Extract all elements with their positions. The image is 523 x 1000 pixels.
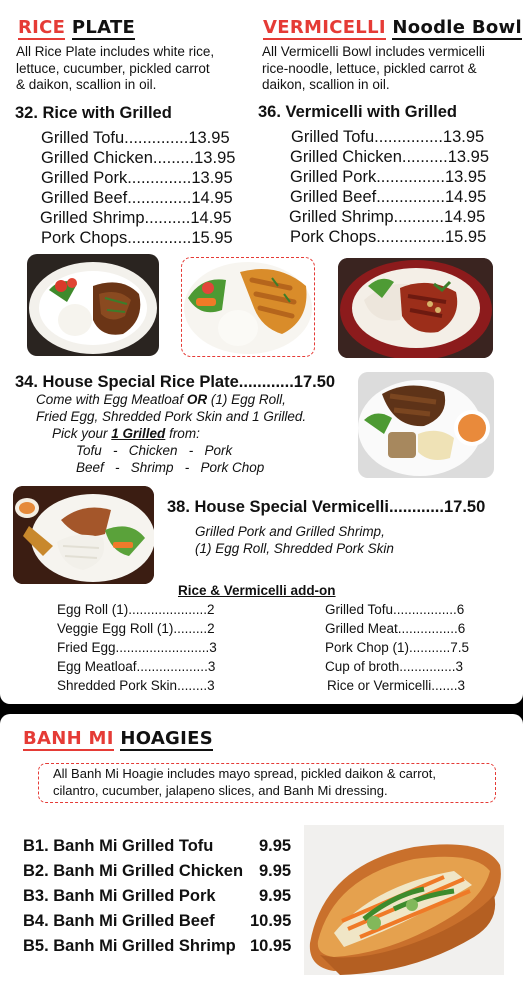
banh-mi-item-price: 9.95 bbox=[259, 887, 292, 905]
banh-mi-item-name[interactable]: B2. Banh Mi Grilled Chicken bbox=[23, 862, 244, 880]
banh-mi-item-name[interactable]: B5. Banh Mi Grilled Shrimp bbox=[23, 937, 236, 955]
special-34-text: Pick your bbox=[52, 426, 112, 441]
rice-item[interactable]: Grilled Pork..............13.95 bbox=[41, 169, 233, 187]
house-special-rice-photo bbox=[358, 372, 494, 478]
rice-plate-title-black: PLATE bbox=[71, 17, 136, 38]
vermicelli-item[interactable]: Grilled Beef...............14.95 bbox=[290, 188, 487, 206]
grilled-options-row: Beef - Shrimp - Pork Chop bbox=[76, 460, 265, 475]
addon-item[interactable]: Cup of broth...............3 bbox=[325, 659, 464, 674]
house-special-vermicelli-title[interactable]: 38. House Special Vermicelli............17.50 bbox=[167, 498, 486, 516]
special-34-text: (1) Egg Roll, bbox=[207, 392, 286, 407]
special-34-line: Fried Egg, Shredded Pork Skin and 1 Grilled. bbox=[36, 409, 307, 424]
banh-mi-item-price: 10.95 bbox=[250, 912, 292, 930]
special-38-line: Grilled Pork and Grilled Shrimp, bbox=[195, 524, 385, 539]
addon-item[interactable]: Pork Chop (1)...........7.5 bbox=[325, 640, 470, 655]
chicken-rice-photo bbox=[181, 257, 315, 357]
vermicelli-item[interactable]: Grilled Pork...............13.95 bbox=[290, 168, 487, 186]
special-38-line: (1) Egg Roll, Shredded Pork Skin bbox=[195, 541, 394, 556]
banh-mi-photo bbox=[304, 825, 504, 975]
banh-mi-item-price: 9.95 bbox=[259, 862, 292, 880]
banh-mi-item-name[interactable]: B3. Banh Mi Grilled Pork bbox=[23, 887, 216, 905]
house-special-vermicelli-photo bbox=[13, 486, 154, 584]
house-special-rice-plate-title[interactable]: 34. House Special Rice Plate............17.50 bbox=[15, 373, 336, 391]
vermicelli-item[interactable]: Grilled Shrimp...........14.95 bbox=[289, 208, 486, 226]
vermicelli-item[interactable]: Grilled Tofu...............13.95 bbox=[291, 128, 485, 146]
addon-item[interactable]: Shredded Pork Skin........3 bbox=[57, 678, 215, 693]
description-line: cilantro, cucumber, jalapeno slices, and Banh Mi dressing. bbox=[53, 782, 388, 798]
banh-mi-title-black: HOAGIES bbox=[120, 728, 213, 749]
banh-mi-description bbox=[53, 766, 493, 799]
special-34-pick-bold: 1 Grilled bbox=[111, 426, 166, 441]
vermicelli-bowl-photo bbox=[338, 258, 493, 358]
description-line: daikon, scallion in oil. bbox=[262, 77, 390, 92]
rice-plate-photo bbox=[27, 254, 159, 356]
addon-item[interactable]: Grilled Meat................6 bbox=[325, 621, 466, 636]
rice-item[interactable]: Grilled Shrimp..........14.95 bbox=[40, 209, 232, 227]
vermicelli-description bbox=[262, 44, 512, 94]
vermicelli-item[interactable]: Grilled Chicken..........13.95 bbox=[290, 148, 490, 166]
vermicelli-with-grilled-heading: 36. Vermicelli with Grilled bbox=[258, 103, 457, 121]
rice-item[interactable]: Grilled Beef..............14.95 bbox=[41, 189, 233, 207]
description-line: lettuce, cucumber, pickled carrot bbox=[16, 60, 210, 76]
vermicelli-title-red: VERMICELLI bbox=[263, 17, 386, 38]
banh-mi-panel bbox=[0, 714, 523, 1000]
addon-item[interactable]: Veggie Egg Roll (1).........2 bbox=[57, 621, 215, 636]
special-34-line bbox=[36, 392, 286, 408]
banh-mi-item-price: 9.95 bbox=[259, 837, 292, 855]
vermicelli-item[interactable]: Pork Chops...............15.95 bbox=[290, 228, 487, 246]
rice-item[interactable]: Grilled Tofu..............13.95 bbox=[41, 129, 230, 147]
addon-item[interactable]: Egg Roll (1).....................2 bbox=[57, 602, 215, 617]
banh-mi-title bbox=[23, 728, 213, 749]
rice-plate-title-red: RICE bbox=[18, 17, 66, 38]
banh-mi-title-red: BANH MI bbox=[23, 728, 114, 749]
rice-with-grilled-heading: 32. Rice with Grilled bbox=[15, 104, 172, 122]
rice-item[interactable]: Grilled Chicken.........13.95 bbox=[41, 149, 236, 167]
special-34-text: from: bbox=[165, 426, 200, 441]
description-line: All Banh Mi Hoagie includes mayo spread, pickled daikon & carrot, bbox=[53, 766, 436, 781]
grilled-options-row: Tofu - Chicken - Pork bbox=[76, 443, 233, 458]
special-34-pick bbox=[52, 426, 200, 442]
banh-mi-item-price: 10.95 bbox=[250, 937, 292, 955]
special-34-or: OR bbox=[186, 392, 208, 407]
banh-mi-item-name[interactable]: B4. Banh Mi Grilled Beef bbox=[23, 912, 215, 930]
addon-item[interactable]: Grilled Tofu.................6 bbox=[325, 602, 465, 617]
addon-item[interactable]: Fried Egg.........................3 bbox=[57, 640, 217, 655]
vermicelli-title-black: Noodle Bowl bbox=[392, 17, 522, 38]
banh-mi-item-name[interactable]: B1. Banh Mi Grilled Tofu bbox=[23, 837, 214, 855]
rice-plate-description bbox=[16, 44, 246, 94]
vermicelli-title bbox=[263, 17, 522, 38]
rice-plate-title bbox=[18, 17, 135, 38]
special-34-text: Come with Egg Meatloaf bbox=[36, 392, 187, 407]
description-line: & daikon, scallion in oil. bbox=[16, 77, 157, 92]
addon-title: Rice & Vermicelli add-on bbox=[178, 583, 336, 598]
description-line: rice-noodle, lettuce, pickled carrot & bbox=[262, 60, 477, 76]
addon-item[interactable]: Rice or Vermicelli.......3 bbox=[327, 678, 466, 693]
addon-item[interactable]: Egg Meatloaf...................3 bbox=[57, 659, 216, 674]
rice-item[interactable]: Pork Chops..............15.95 bbox=[41, 229, 233, 247]
description-line: All Rice Plate includes white rice, bbox=[16, 44, 215, 59]
description-line: All Vermicelli Bowl includes vermicelli bbox=[262, 44, 485, 59]
